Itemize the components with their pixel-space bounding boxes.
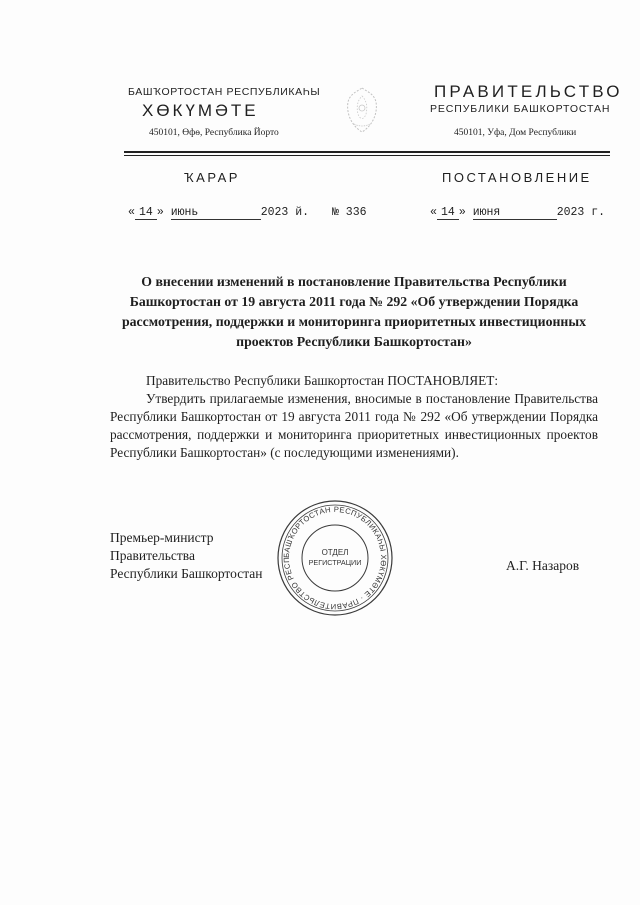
header-left-government: ХӨКҮМӘТЕ xyxy=(142,101,259,120)
stamp-center-line2: РЕГИСТРАЦИИ xyxy=(308,558,362,567)
date-ba xyxy=(128,206,309,220)
signature-position xyxy=(110,529,263,583)
registration-stamp xyxy=(274,497,396,619)
body-intro: Правительство Республики Башкортостан ПОСТАНОВЛЯЕТ: xyxy=(146,373,499,388)
signature-position-line3: Республики Башкортостан xyxy=(110,566,263,581)
quote-open: « xyxy=(128,206,135,219)
signature-position-line1: Премьер-министр xyxy=(110,530,214,545)
quote-open: « xyxy=(430,206,437,219)
date-ba-month: июнь xyxy=(171,206,261,220)
header-rule-thin xyxy=(124,155,610,156)
header-rule-thick xyxy=(124,151,610,153)
document-title: О внесении изменений в постановление Правительства Республики Башкортостан от 19 августа 2011 года № 292 «Об утверждении Порядка рассмотрения, поддержки и мониторинга приоритетных инвестиционных проектов Республики Башкортостан» xyxy=(121,274,587,349)
header-right-government: ПРАВИТЕЛЬСТВО xyxy=(434,82,623,101)
header-left-republic: БАШҠОРТОСТАН РЕСПУБЛИКАҺЫ xyxy=(128,86,321,98)
stamp-center-line1: ОТДЕЛ xyxy=(321,548,349,557)
date-ru-day: 14 xyxy=(437,206,459,220)
quote-close: » xyxy=(156,206,164,219)
header-right-republic: РЕСПУБЛИКИ БАШКОРТОСТАН xyxy=(430,103,611,115)
date-ru xyxy=(430,206,605,220)
date-ru-year: 2023 г. xyxy=(556,206,606,219)
signature-position-line2: Правительства xyxy=(110,548,195,563)
date-ba-day: 14 xyxy=(135,206,157,220)
decree-type-ru: ПОСТАНОВЛЕНИЕ xyxy=(442,170,592,185)
signature-name: А.Г. Назаров xyxy=(506,558,580,573)
date-ru-month: июня xyxy=(473,206,557,220)
header-left-address: 450101, Өфө, Республика Йорто xyxy=(149,128,279,138)
decree-number: № 336 xyxy=(332,206,367,219)
body-paragraph: Утвердить прилагаемые изменения, вносимые в постановление Правительства Республики Башкортостан от 19 августа 2011 года № 292 «Об утверждении Порядка рассмотрения, поддержки и мониторинга приоритетных инвестиционных проектов Республики Башкортостан» (с последующими изменениями). xyxy=(110,391,598,460)
stamp-ring-text: БАШҠОРТОСТАН РЕСПУБЛИКАҺЫ ХӨКҮМӘТЕ · ПРАВИТЕЛЬСТВО РЕСП xyxy=(281,504,389,612)
coat-of-arms-icon xyxy=(342,84,382,136)
decree-type-ba: ҠАРАР xyxy=(184,170,240,185)
header-right-address: 450101, Уфа, Дом Республики xyxy=(454,128,577,138)
date-ba-year: 2023 й. xyxy=(260,206,310,219)
quote-close: » xyxy=(458,206,466,219)
